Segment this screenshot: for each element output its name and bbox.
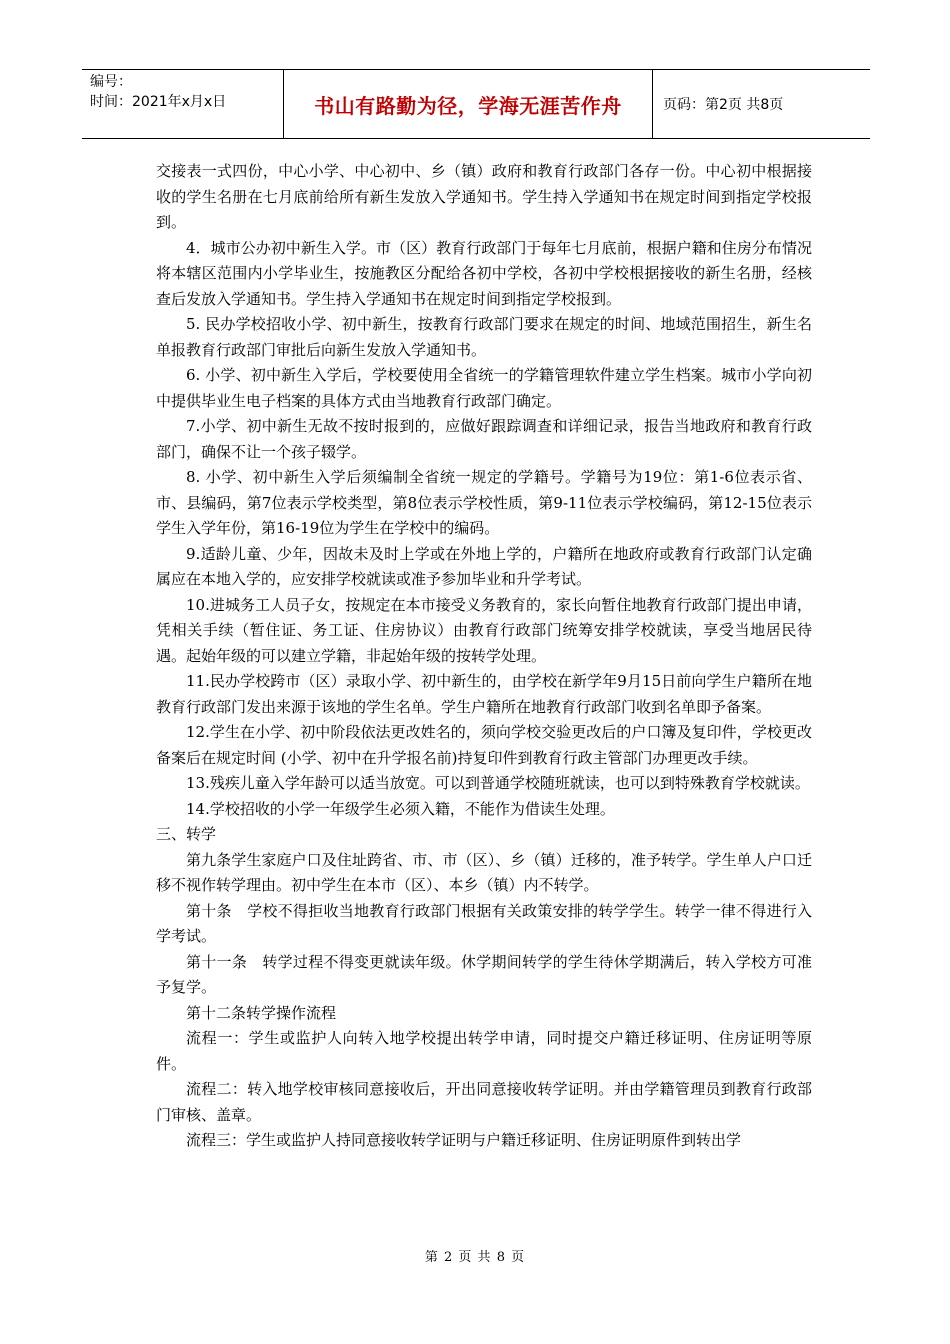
paragraph: 12.学生在小学、初中阶段依法更改姓名的，须向学校交验更改后的户口簿及复印件，学校更改备案后在规定时间 (小学、初中在升学报名前)持复印件到教育行政主管部门办理更改手续。 <box>156 723 812 767</box>
paragraph: 11.民办学校跨市（区）录取小学、初中新生的，由学校在新学年9月15日前向学生户籍所在地教育行政部门发出来源于该地的学生名单。学生户籍所在地教育行政部门收到名单即予备案。 <box>156 672 812 716</box>
paragraph: 流程三：学生或监护人持同意接收转学证明与户籍迁移证明、住房证明原件到转出学 <box>186 1131 742 1149</box>
paragraph: 流程一：学生或监护人向转入地学校提出转学申请，同时提交户籍迁移证明、住房证明等原件。 <box>156 1029 812 1073</box>
paragraph: 第九条学生家庭户口及住址跨省、市、市（区）、乡（镇）迁移的，准予转学。学生单人户口迁移不视作转学理由。初中学生在本市（区）、本乡（镇）内不转学。 <box>156 850 812 894</box>
document-body <box>156 159 812 1154</box>
document-date: 时间：2021年x月x日 <box>90 94 227 110</box>
paragraph: 5. 民办学校招收小学、初中新生，按教育行政部门要求在规定的时间、地域范围招生，新生名单报教育行政部门审批后向新生发放入学通知书。 <box>156 315 812 359</box>
paragraph: 8. 小学、初中新生入学后须编制全省统一规定的学籍号。学籍号为19位：第1-6位表示省、市、县编码，第7位表示学校类型，第8位表示学校性质，第9-11位表示学校编码，第12-15位表示学生入学年份，第16-19位为学生在学校中的编码。 <box>156 468 812 537</box>
paragraph: 14.学校招收的小学一年级学生必须入籍，不能作为借读生处理。 <box>186 799 615 818</box>
paragraph: 9.适龄儿童、少年，因故未及时上学或在外地上学的，户籍所在地政府或教育行政部门认定确属应在本地入学的，应安排学校就读或准予参加毕业和升学考试。 <box>156 544 812 588</box>
paragraph: 6. 小学、初中新生入学后，学校要使用全省统一的学籍管理软件建立学生档案。城市小学向初中提供毕业生电子档案的具体方式由当地教育行政部门确定。 <box>156 366 812 410</box>
document-number-label: 编号： <box>90 74 132 90</box>
paragraph: 流程二：转入地学校审核同意接收后，开出同意接收转学证明。并由学籍管理员到教育行政部门审核、盖章。 <box>156 1080 812 1124</box>
page-header <box>82 69 870 139</box>
header-motto: 书山有路勤为径，学海无涯苦作舟 <box>284 70 653 138</box>
paragraph: 第十一条 转学过程不得变更就读年级。休学期间转学的学生待休学期满后，转入学校方可准予复学。 <box>156 952 812 996</box>
section-heading: 三、转学 <box>156 825 217 843</box>
header-page-info: 页码：第2页 共8页 <box>663 97 784 113</box>
paragraph: 交接表一式四份，中心小学、中心初中、乡（镇）政府和教育行政部门各存一份。中心初中根据接收的学生名册在七月底前给所有新生发放入学通知书。学生持入学通知书在规定时间到指定学校报到。 <box>156 162 812 231</box>
paragraph: 第十二条转学操作流程 <box>186 1003 337 1022</box>
header-meta <box>82 70 284 138</box>
paragraph: 第十条 学校不得拒收当地教育行政部门根据有关政策安排的转学学生。转学一律不得进行入学考试。 <box>156 901 812 945</box>
paragraph: 10.进城务工人员子女，按规定在本市接受义务教育的，家长向暂住地教育行政部门提出申请，凭相关手续（暂住证、务工证、住房协议）由教育行政部门统筹安排学校就读，享受当地居民待遇。起始年级的可以建立学籍，非起始年级的按转学处理。 <box>156 595 812 665</box>
paragraph: 7.小学、初中新生无故不按时报到的，应做好跟踪调查和详细记录，报告当地政府和教育行政部门，确保不让一个孩子辍学。 <box>156 417 812 461</box>
page-footer: 第 2 页 共 8 页 <box>424 1250 526 1265</box>
paragraph: 4．城市公办初中新生入学。市（区）教育行政部门于每年七月底前，根据户籍和住房分布情况将本辖区范围内小学毕业生，按施教区分配给各初中学校，各初中学校根据接收的新生名册，经核查后发放入学通知书。学生持入学通知书在规定时间到指定学校报到。 <box>156 238 812 308</box>
paragraph: 13.残疾儿童入学年龄可以适当放宽。可以到普通学校随班就读，也可以到特殊教育学校就读。 <box>186 774 810 792</box>
